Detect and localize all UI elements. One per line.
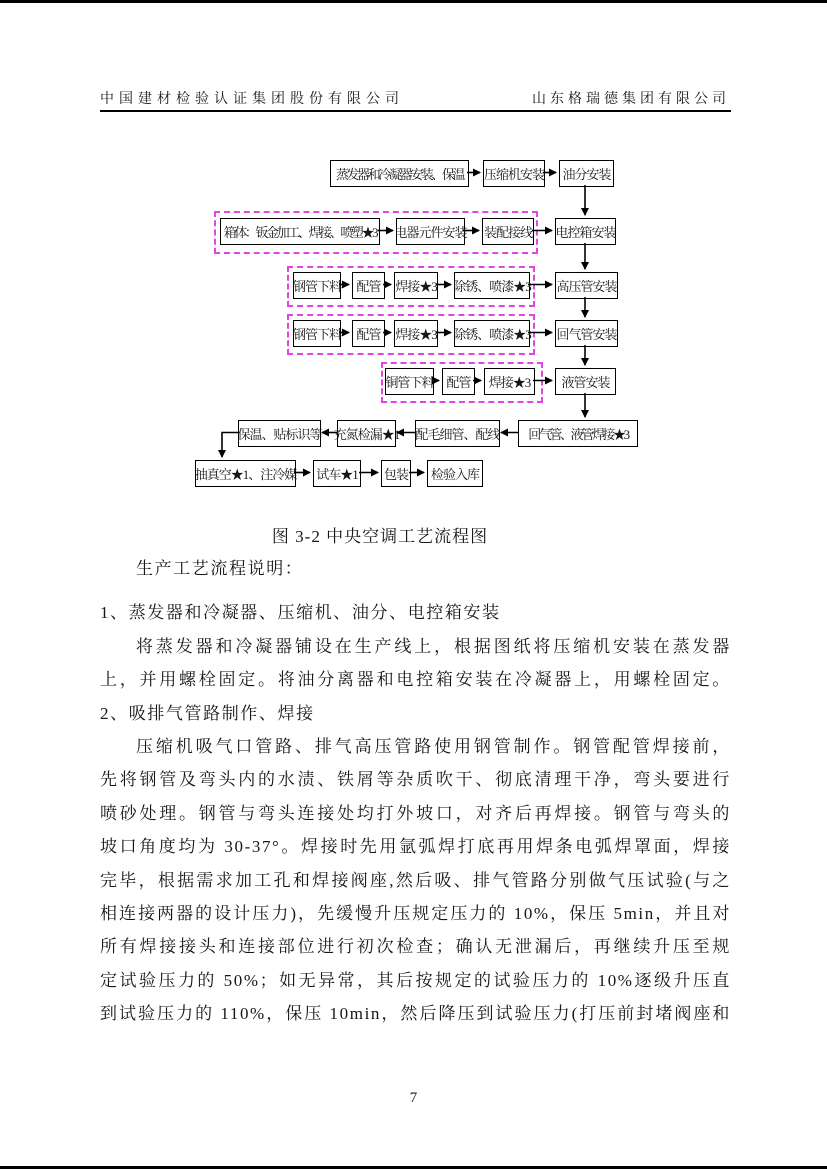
flow-node-vacuum-refrigerant: 抽真空★1、注冷媒 (195, 460, 296, 487)
flow-node-compressor-install: 压缩机安装 (483, 160, 545, 187)
body-line: 2、吸排气管路制作、焊接 (100, 703, 315, 723)
flow-node-return-gas-pipe-install: 回气管安装 (555, 320, 618, 347)
body-line: 所有焊接接头和连接部位进行初次检查；确认无泄漏后，再继续升压至规 (100, 937, 731, 957)
body-text (100, 552, 731, 1030)
scan-edge-top (0, 0, 827, 3)
flow-node-welding-liq: 焊接★3 (484, 368, 535, 395)
body-line: 到试验压力的 110%，保压 10min，然后降压到试验压力(打压前封堵阀座和 (100, 1004, 731, 1024)
body-line: 坡口角度均为 30-37°。焊接时先用氩弧焊打底再用焊条电弧焊罩面，焊接 (100, 837, 731, 857)
body-line: 定试验压力的 50%；如无异常，其后按规定的试验压力的 10%逐级升压直 (100, 970, 731, 990)
flow-node-insulation-labeling: 保温、贴标识等 (238, 420, 321, 447)
flow-node-derust-paint-hp: 除锈、喷漆★3 (454, 272, 530, 299)
flow-node-hp-pipe-install: 高压管安装 (555, 272, 618, 299)
flow-node-packing: 包装 (381, 460, 411, 487)
body-line: 将蒸发器和冷凝器铺设在生产线上，根据图纸将压缩机安装在蒸发器 (136, 636, 731, 656)
body-line: 上，并用螺栓固定。将油分离器和电控箱安装在冷凝器上，用螺栓固定。 (100, 670, 731, 690)
flow-node-evap-cond-install: 蒸发器和冷凝器安装、保温 (330, 160, 469, 187)
flow-node-pipe-fitting-liq: 配管 (442, 368, 475, 395)
flow-node-capillary-wiring: 配毛细管、配线 (415, 420, 500, 447)
header-company-left: 中国建材检验认证集团股份有限公司 (100, 92, 404, 107)
flow-node-electric-components: 电器元件安装 (396, 218, 465, 245)
body-line: 1、蒸发器和冷凝器、压缩机、油分、电控箱安装 (100, 603, 501, 623)
flow-node-inspection-storage: 检验入库 (427, 460, 483, 487)
body-line: 喷砂处理。钢管与弯头连接处均打外坡口，对齐后再焊接。钢管与弯头的 (100, 803, 731, 823)
flow-node-derust-paint-rg: 除锈、喷漆★3 (454, 320, 530, 347)
flow-node-oil-separator-install: 油分安装 (559, 160, 614, 187)
flow-node-welding-hp: 焊接★3 (394, 272, 438, 299)
flow-node-assembly-wiring: 装配接线 (482, 218, 534, 245)
body-line: 先将钢管及弯头内的水渍、铁屑等杂质吹干、彻底清理干净，弯头要进行 (100, 770, 731, 790)
body-line: 相连接两器的设计压力)，先缓慢升压规定压力的 10%，保压 5min，并且对 (100, 903, 731, 923)
body-line: 压缩机吸气口管路、排气高压管路使用钢管制作。钢管配管焊接前， (136, 736, 731, 756)
header-rule (100, 110, 731, 112)
flow-node-test-run: 试车★1 (313, 460, 361, 487)
flow-node-control-box-install: 电控箱安装 (555, 218, 616, 245)
body-line: 完毕，根据需求加工孔和焊接阀座,然后吸、排气管路分别做气压试验(与之 (100, 870, 731, 890)
flow-node-nitrogen-leak-test: 充氮检漏★1 (337, 420, 396, 447)
body-line: 生产工艺流程说明： (136, 559, 304, 578)
figure-caption: 图 3-2 中央空调工艺流程图 (271, 527, 489, 546)
flow-node-welding-rg: 焊接★3 (394, 320, 438, 347)
flow-node-steel-pipe-blanking-hp: 钢管下料 (293, 272, 341, 299)
flow-node-box-sheet-metal: 箱体：钣金加工、焊接、喷塑★3 (220, 218, 380, 245)
page-number: 7 (409, 1090, 418, 1106)
flowchart-connectors (0, 0, 827, 520)
flow-node-steel-pipe-blanking-rg: 钢管下料 (293, 320, 341, 347)
flow-node-rg-liquid-welding: 回气管、液管焊接★3 (518, 420, 638, 447)
flow-node-pipe-fitting-hp: 配管 (352, 272, 385, 299)
flow-node-liquid-pipe-install: 液管安装 (555, 368, 616, 395)
header-company-right: 山东格瑞德集团有限公司 (532, 92, 730, 107)
flow-node-pipe-fitting-rg: 配管 (352, 320, 385, 347)
flow-node-copper-pipe-blanking: 铜管下料 (385, 368, 434, 395)
